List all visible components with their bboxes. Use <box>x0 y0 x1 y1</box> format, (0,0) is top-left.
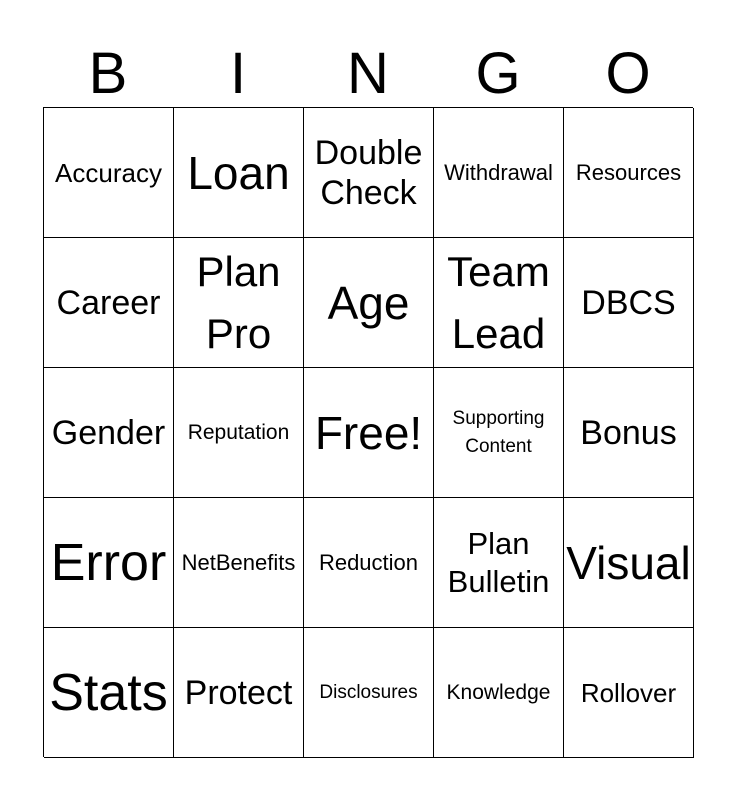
header-letter-i: I <box>229 41 247 106</box>
header-letter-n: N <box>347 41 389 106</box>
bingo-header <box>43 40 693 108</box>
bingo-cell[interactable] <box>304 238 434 368</box>
bingo-cell[interactable] <box>44 108 174 238</box>
cell-label: Rollover <box>580 677 677 708</box>
bingo-cell[interactable] <box>44 368 174 498</box>
cell-label: Loan <box>187 146 290 199</box>
cell-label: Double Check <box>314 133 423 212</box>
cell-label: NetBenefits <box>181 549 296 575</box>
cell-label: Knowledge <box>446 680 551 704</box>
bingo-cell[interactable] <box>44 498 174 628</box>
bingo-cell[interactable] <box>434 498 564 628</box>
free-space-label: Free! <box>314 406 423 459</box>
bingo-cell[interactable] <box>564 628 694 758</box>
bingo-cell[interactable] <box>174 628 304 758</box>
cell-label: Reputation <box>187 420 290 444</box>
cell-label: Protect <box>184 673 293 712</box>
bingo-cell[interactable] <box>304 628 434 758</box>
cell-label: Resources <box>575 159 682 185</box>
cell-label: Bonus <box>580 413 677 452</box>
cell-label: Withdrawal <box>444 159 553 185</box>
cell-label: Disclosures <box>319 681 418 703</box>
cell-label: Gender <box>51 413 166 452</box>
bingo-cell[interactable] <box>174 108 304 238</box>
cell-label: Career <box>56 283 161 322</box>
cell-label: Accuracy <box>55 157 162 188</box>
bingo-cell[interactable] <box>434 108 564 238</box>
header-letter-g: G <box>475 41 521 106</box>
cell-label: Visual <box>566 536 691 589</box>
cell-label: Team Lead <box>447 247 550 357</box>
bingo-cell[interactable] <box>44 238 174 368</box>
cell-label: Plan Pro <box>196 247 281 357</box>
header-letter-o: O <box>605 41 651 106</box>
bingo-cell[interactable] <box>174 238 304 368</box>
cell-label: Stats <box>49 663 168 722</box>
bingo-board <box>43 107 693 757</box>
bingo-cell[interactable] <box>564 498 694 628</box>
bingo-cell[interactable] <box>434 368 564 498</box>
bingo-cell[interactable] <box>174 368 304 498</box>
cell-label: DBCS <box>581 283 676 322</box>
bingo-cell[interactable] <box>304 108 434 238</box>
bingo-cell[interactable] <box>44 628 174 758</box>
bingo-cell[interactable] <box>434 628 564 758</box>
bingo-cell[interactable] <box>174 498 304 628</box>
cell-label: Reduction <box>318 549 419 575</box>
bingo-cell[interactable] <box>564 238 694 368</box>
cell-label: Supporting Content <box>452 407 545 457</box>
bingo-cell[interactable] <box>564 368 694 498</box>
cell-label: Plan Bulletin <box>447 525 550 599</box>
cell-label: Error <box>50 533 167 592</box>
bingo-cell[interactable] <box>434 238 564 368</box>
header-letter-b: B <box>88 41 128 106</box>
bingo-cell[interactable] <box>564 108 694 238</box>
bingo-cell[interactable] <box>304 498 434 628</box>
free-space-cell[interactable] <box>304 368 434 498</box>
cell-label: Age <box>327 276 410 329</box>
